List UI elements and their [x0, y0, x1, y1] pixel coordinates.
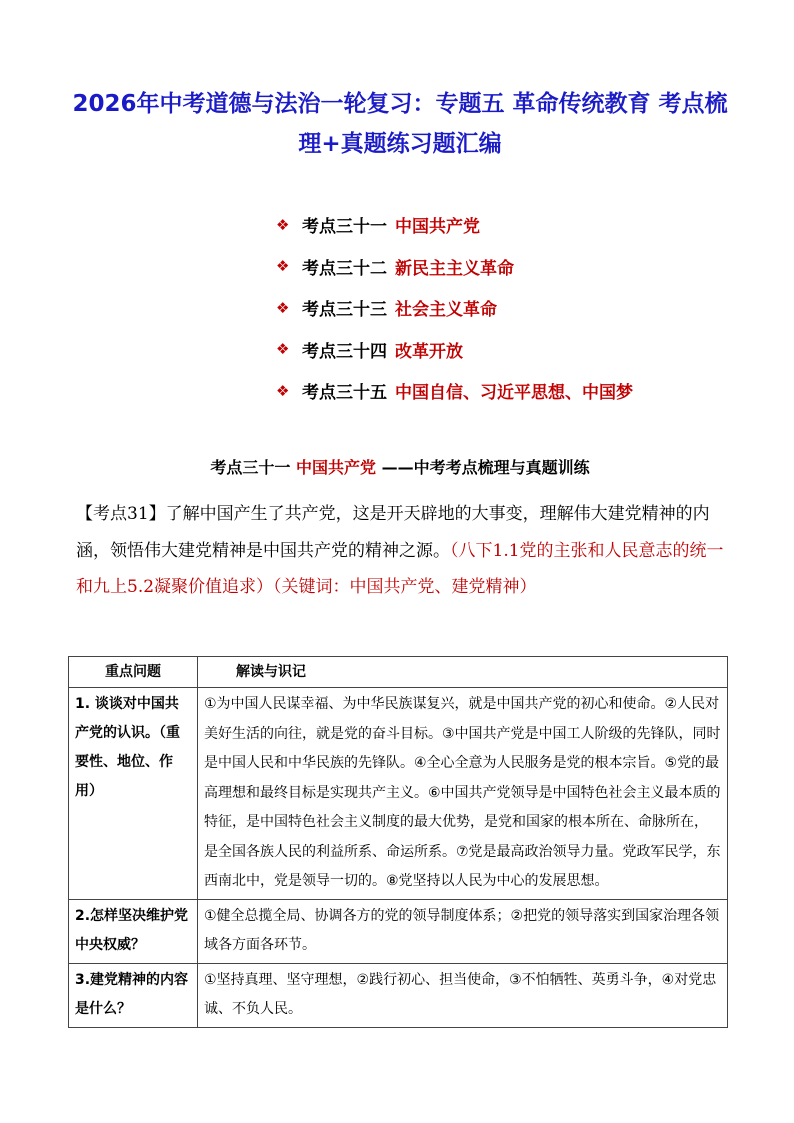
topic-item: [276, 204, 633, 246]
textbook-reference: （八下1.1党的主张和人民意志的统一和九上5.2凝聚价值追求）（关键词：中国共产党、建党精神）: [76, 540, 724, 597]
question-cell: 1. 谈谈对中国共产党的认识。（重要性、地位、作用）: [69, 688, 198, 900]
table-header-row: [69, 657, 728, 688]
page-title: 2026年中考道德与法治一轮复习：专题五 革命传统教育 考点梳理+真题练习题汇编: [72, 91, 728, 157]
diamond-bullet-icon: ❖: [276, 340, 290, 359]
diamond-bullet-icon: ❖: [276, 257, 290, 276]
section-number: 考点三十一: [210, 458, 291, 477]
diamond-bullet-icon: ❖: [276, 381, 290, 400]
topic-number: 考点三十一: [302, 217, 387, 238]
topic-requirement: [76, 496, 726, 606]
question-cell: 3.建党精神的内容是什么？: [69, 963, 198, 1027]
topic-item: [276, 246, 633, 288]
topic-name: 中国共产党: [395, 217, 480, 238]
answer-cell: ①为中国人民谋幸福、为中华民族谋复兴，就是中国共产党的初心和使命。②人民对美好生活的向往，就是党的奋斗目标。③中国共产党是中国工人阶级的先锋队，同时是中国人民和中华民族的先锋队。④全心全意为人民服务是党的根本宗旨。⑤党的最高理想和最终目标是实现共产主义。⑥中国共产党领导是中国特色社会主义最本质的特征，是中国特色社会主义制度的最大优势，是党和国家的根本所在、命脉所在，是全国各族人民的利益所系、命运所系。⑦党是最高政治领导力量。党政军民学，东西南北中，党是领导一切的。⑧党坚持以人民为中心的发展思想。: [198, 688, 728, 900]
section-heading: [70, 456, 730, 480]
answer-cell: ①健全总揽全局、协调各方的党的领导制度体系；②把党的领导落实到国家治理各领域各方面各环节。: [198, 899, 728, 963]
table-row: [69, 899, 728, 963]
diamond-bullet-icon: ❖: [276, 215, 290, 234]
table-row: [69, 963, 728, 1027]
table-row: [69, 688, 728, 900]
topic-number: 考点三十三: [302, 300, 387, 321]
answer-cell: ①坚持真理、坚守理想，②践行初心、担当使命，③不怕牺牲、英勇斗争，④对党忠诚、不负人民。: [198, 963, 728, 1027]
topic-list: [276, 204, 633, 412]
topic-item: [276, 287, 633, 329]
topic-name: 改革开放: [395, 341, 463, 362]
topic-item: [276, 370, 633, 412]
topic-item: [276, 329, 633, 371]
topic-name: 中国自信、习近平思想、中国梦: [395, 383, 633, 404]
topic-name: 社会主义革命: [395, 300, 497, 321]
section-topic: 中国共产党: [295, 458, 376, 477]
diamond-bullet-icon: ❖: [276, 298, 290, 317]
topic-name: 新民主主义革命: [395, 258, 514, 279]
topic-number: 考点三十四: [302, 341, 387, 362]
section-suffix: ——中考考点梳理与真题训练: [381, 458, 590, 477]
column-header: 重点问题: [69, 657, 198, 688]
question-cell: 2.怎样坚决维护党中央权威？: [69, 899, 198, 963]
topic-number: 考点三十二: [302, 258, 387, 279]
column-header: 解读与识记: [198, 657, 728, 688]
key-points-table: [68, 656, 728, 1028]
topic-number: 考点三十五: [302, 383, 387, 404]
requirement-text: 【考点31】了解中国产生了共产党，这是开天辟地的大事变，理解伟大建党精神的内涵，领悟伟大建党精神是中国共产党的精神之源。: [76, 504, 710, 561]
